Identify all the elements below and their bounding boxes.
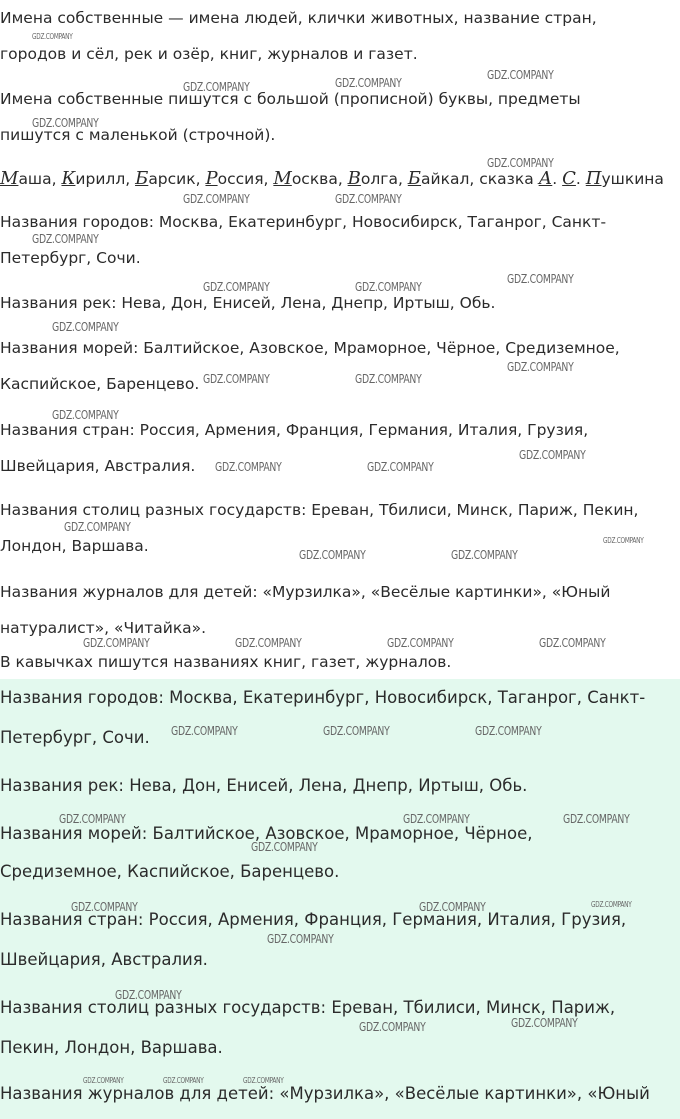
capital-letter: Р xyxy=(205,168,218,189)
capital-letter: С xyxy=(562,168,576,189)
capital-letter: П xyxy=(585,168,602,189)
text-line: Названия морей: Балтийское, Азовское, Мраморное, Чёрное, xyxy=(0,824,533,843)
capital-letter: А xyxy=(538,168,553,189)
watermark-text: GDZ.COMPANY xyxy=(32,232,99,246)
watermark-text: GDZ.COMPANY xyxy=(519,448,586,462)
watermark-text: GDZ.COMPANY xyxy=(359,1020,426,1034)
text-line: Названия городов: Москва, Екатеринбург, Новосибирск, Таганрог, Санкт- xyxy=(0,688,646,707)
watermark-text: GDZ.COMPANY xyxy=(299,548,366,562)
text-line: городов и сёл, рек и озёр, книг, журналов и газет. xyxy=(0,45,418,63)
example-word-rest: ушкина xyxy=(601,170,664,188)
watermark-text: GDZ.COMPANY xyxy=(243,1076,284,1085)
text-line: В кавычках пишутся названиях книг, газет, журналов. xyxy=(0,653,452,671)
text-line: Каспийское, Баренцево. xyxy=(0,375,200,393)
watermark-text: GDZ.COMPANY xyxy=(475,724,542,738)
watermark-text: GDZ.COMPANY xyxy=(603,536,644,545)
watermark-text: GDZ.COMPANY xyxy=(115,988,182,1002)
example-word-rest: осква, xyxy=(291,170,348,188)
text-line: Швейцария, Австралия. xyxy=(0,950,208,969)
text-line: Названия рек: Нева, Дон, Енисей, Лена, Днепр, Иртыш, Обь. xyxy=(0,776,528,795)
watermark-text: GDZ.COMPANY xyxy=(403,812,470,826)
watermark-text: GDZ.COMPANY xyxy=(563,812,630,826)
watermark-text: GDZ.COMPANY xyxy=(83,636,150,650)
text-line: Средиземное, Каспийское, Баренцево. xyxy=(0,862,340,881)
watermark-text: GDZ.COMPANY xyxy=(419,900,486,914)
text-line: пишутся с маленькой (строчной). xyxy=(0,126,276,144)
text-line: Названия журналов для детей: «Мурзилка», «Весёлые картинки», «Юный xyxy=(0,1084,650,1103)
watermark-text: GDZ.COMPANY xyxy=(267,932,334,946)
text-line: Швейцария, Австралия. xyxy=(0,457,196,475)
watermark-text: GDZ.COMPANY xyxy=(487,68,554,82)
watermark-text: GDZ.COMPANY xyxy=(487,156,554,170)
watermark-text: GDZ.COMPANY xyxy=(59,812,126,826)
example-word-rest: айкал, сказка xyxy=(421,170,539,188)
watermark-text: GDZ.COMPANY xyxy=(235,636,302,650)
example-word-rest: арсик, xyxy=(148,170,206,188)
example-word-rest: олга, xyxy=(360,170,408,188)
watermark-text: GDZ.COMPANY xyxy=(511,1016,578,1030)
capital-letter: Б xyxy=(407,168,422,189)
watermark-text: GDZ.COMPANY xyxy=(539,636,606,650)
watermark-text: GDZ.COMPANY xyxy=(335,192,402,206)
watermark-text: GDZ.COMPANY xyxy=(335,76,402,90)
text-line: Петербург, Сочи. xyxy=(0,249,141,267)
text-line: Названия городов: Москва, Екатеринбург, Новосибирск, Таганрог, Санкт- xyxy=(0,213,607,231)
text-line: Имена собственные — имена людей, клички животных, название стран, xyxy=(0,9,597,27)
watermark-text: GDZ.COMPANY xyxy=(507,272,574,286)
capital-letter: К xyxy=(61,168,76,189)
watermark-text: GDZ.COMPANY xyxy=(52,408,119,422)
watermark-text: GDZ.COMPANY xyxy=(355,372,422,386)
watermark-text: GDZ.COMPANY xyxy=(163,1076,204,1085)
watermark-text: GDZ.COMPANY xyxy=(32,32,73,41)
watermark-text: GDZ.COMPANY xyxy=(71,900,138,914)
text-line: Названия столиц разных государств: Ереван, Тбилиси, Минск, Париж, Пекин, xyxy=(0,501,639,519)
watermark-text: GDZ.COMPANY xyxy=(323,724,390,738)
example-word-rest: ирилл, xyxy=(75,170,136,188)
text-line: Названия журналов для детей: «Мурзилка», «Весёлые картинки», «Юный xyxy=(0,583,611,601)
example-word-rest: . xyxy=(552,170,563,188)
watermark-text: GDZ.COMPANY xyxy=(32,116,99,130)
text-line: натуралист», «Читайка». xyxy=(0,619,207,637)
example-word-rest: оссия, xyxy=(217,170,274,188)
watermark-text: GDZ.COMPANY xyxy=(387,636,454,650)
text-line: Названия столиц разных государств: Ереван, Тбилиси, Минск, Париж, xyxy=(0,998,616,1017)
capital-letter: М xyxy=(0,168,19,189)
example-word-rest: аша, xyxy=(18,170,62,188)
watermark-text: GDZ.COMPANY xyxy=(171,724,238,738)
capital-letter: Б xyxy=(135,168,149,189)
watermark-text: GDZ.COMPANY xyxy=(451,548,518,562)
watermark-text: GDZ.COMPANY xyxy=(52,320,119,334)
text-line: Названия морей: Балтийское, Азовское, Мраморное, Чёрное, Средиземное, xyxy=(0,339,620,357)
watermark-text: GDZ.COMPANY xyxy=(83,1076,124,1085)
watermark-text: GDZ.COMPANY xyxy=(64,520,131,534)
watermark-text: GDZ.COMPANY xyxy=(215,460,282,474)
text-line: Названия рек: Нева, Дон, Енисей, Лена, Днепр, Иртыш, Обь. xyxy=(0,294,496,312)
proper-names-example xyxy=(0,169,664,189)
text-line: Петербург, Сочи. xyxy=(0,728,150,747)
watermark-text: GDZ.COMPANY xyxy=(367,460,434,474)
text-line: Лондон, Варшава. xyxy=(0,537,149,555)
watermark-text: GDZ.COMPANY xyxy=(251,840,318,854)
capital-letter: М xyxy=(273,168,292,189)
watermark-text: GDZ.COMPANY xyxy=(591,900,632,909)
watermark-text: GDZ.COMPANY xyxy=(203,372,270,386)
watermark-text: GDZ.COMPANY xyxy=(355,280,422,294)
text-line: Имена собственные пишутся с большой (прописной) буквы, предметы xyxy=(0,90,581,108)
capital-letter: В xyxy=(347,168,361,189)
text-line: Пекин, Лондон, Варшава. xyxy=(0,1038,223,1057)
text-line: Названия стран: Россия, Армения, Франция, Германия, Италия, Грузия, xyxy=(0,421,589,439)
text-line: Названия стран: Россия, Армения, Франция, Германия, Италия, Грузия, xyxy=(0,910,627,929)
example-word-rest: . xyxy=(575,170,586,188)
watermark-text: GDZ.COMPANY xyxy=(507,360,574,374)
watermark-text: GDZ.COMPANY xyxy=(183,80,250,94)
watermark-text: GDZ.COMPANY xyxy=(203,280,270,294)
watermark-text: GDZ.COMPANY xyxy=(183,192,250,206)
